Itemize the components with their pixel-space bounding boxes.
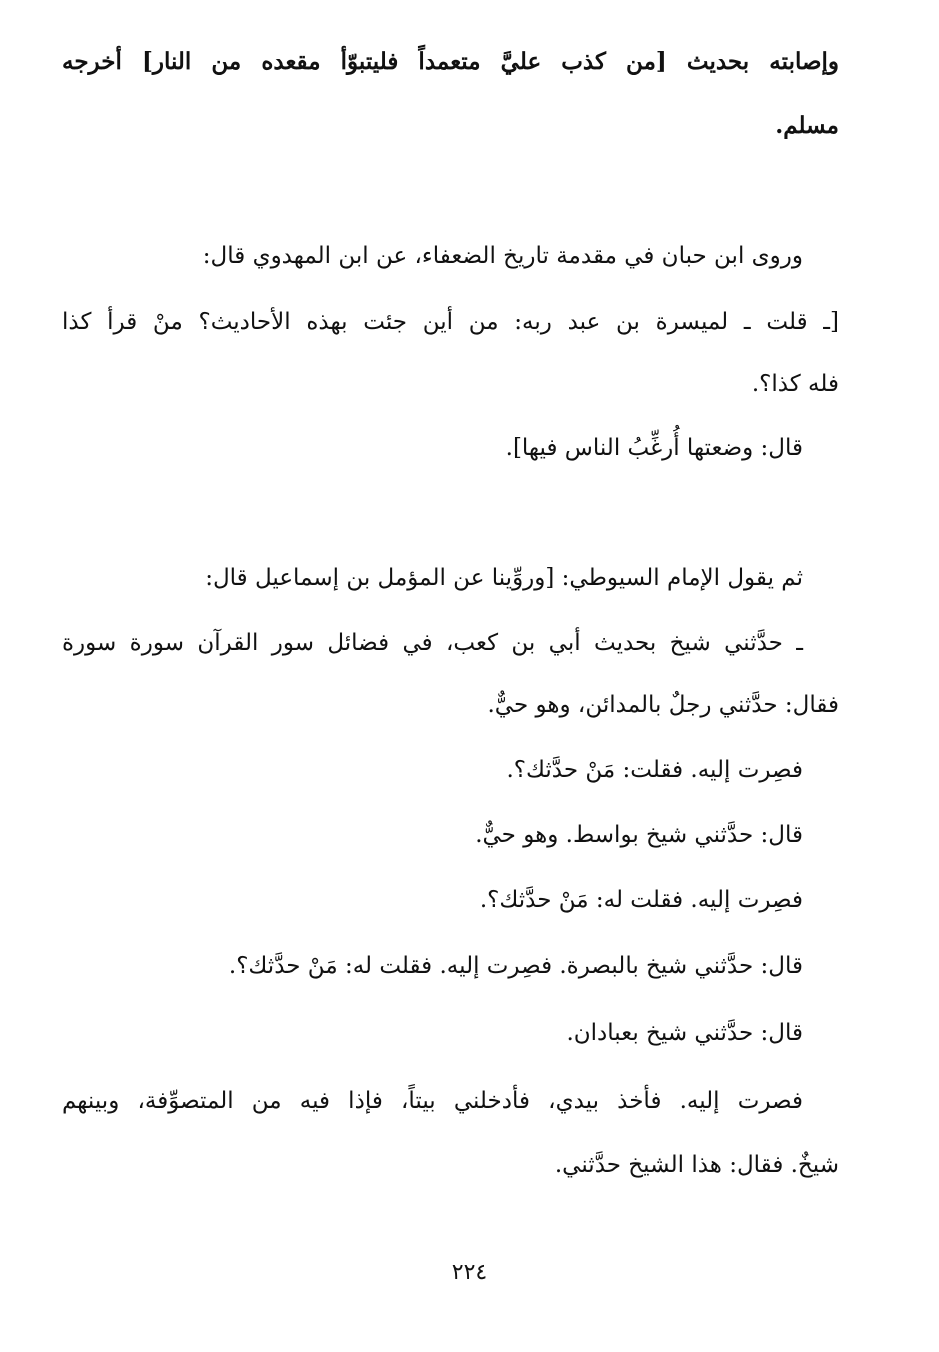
paragraph-3-line-4: فصِرت إليه. فقلت: مَنْ حدَّثك؟. [506,757,803,783]
paragraph-3-line-7: قال: حدَّثني شيخ بالبصرة. فصِرت إليه. فقلت له: مَنْ حدَّثك؟. [228,953,803,979]
paragraph-3-line-9: فصرت إليه. فأخذ بيدي، فأدخلني بيتاً، فإذا فيه من المتصوِّفة، وبينهم [62,1088,803,1114]
paragraph-3-line-2: ـ حدَّثني شيخ بحديث أبي بن كعب، في فضائل سور القرآن سورة سورة [62,630,803,656]
paragraph-2-line-2: [ـ قلت ـ لميسرة بن عبد ربه: من أين جئت بهذه الأحاديث؟ منْ قرأ كذا [62,309,839,335]
paragraph-2-line-4: قال: وضعتها أُرغِّبُ الناس فيها]. [505,435,803,461]
paragraph-3-line-8: قال: حدَّثني شيخ بعبادان. [566,1020,803,1046]
paragraph-3-line-3: فقال: حدَّثني رجلٌ بالمدائن، وهو حيٌّ. [487,692,839,718]
paragraph-3-line-6: فصِرت إليه. فقلت له: مَنْ حدَّثك؟. [479,887,803,913]
paragraph-2-line-1: وروى ابن حبان في مقدمة تاريخ الضعفاء، عن ابن المهدوي قال: [202,243,803,269]
paragraph-1-line-2: مسلم. [775,112,839,139]
paragraph-3-line-1: ثم يقول الإمام السيوطي: [وروِّينا عن المؤمل بن إسماعيل قال: [205,565,803,591]
paragraph-2-line-3: فله كذا؟. [751,371,839,397]
paragraph-3-line-5: قال: حدَّثني شيخ بواسط. وهو حيٌّ. [475,822,803,848]
paragraph-3-line-10: شيخٌ. فقال: هذا الشيخ حدَّثني. [554,1152,839,1178]
page-number: ٢٢٤ [451,1260,488,1285]
paragraph-1-line-1: وإصابته بحديث [من كذب عليَّ متعمداً فليتبوّأ مقعده من النار] أخرجه [62,48,839,75]
